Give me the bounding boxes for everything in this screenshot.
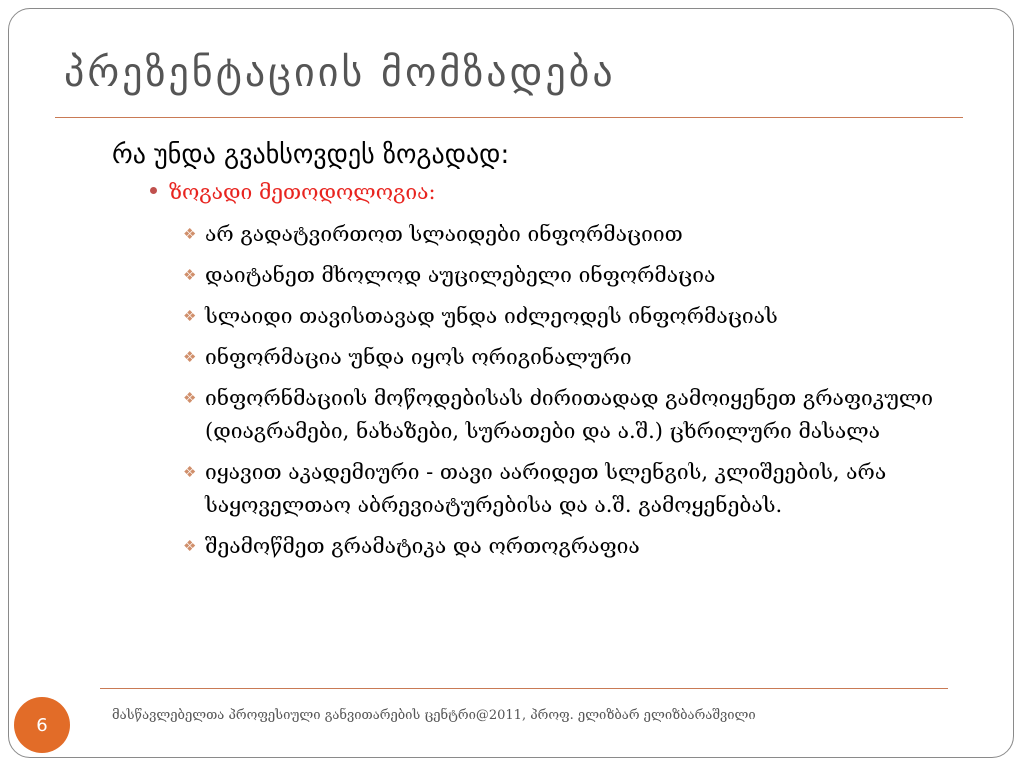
diamond-bullet-icon: ❖ [183,463,197,481]
section-heading: რა უნდა გვახსოვდეს ზოგადად: [112,140,510,170]
page-number-badge: 6 [14,697,70,753]
diamond-bullet-icon: ❖ [183,225,197,243]
list-item [183,218,943,251]
list-item [183,530,943,563]
diamond-bullet-icon: ❖ [183,389,197,407]
list-item-text: შეამოწმეთ გრამატიკა და ორთოგრაფია [205,534,640,558]
round-bullet-icon [150,187,157,194]
list-item [183,456,943,522]
diamond-bullet-icon: ❖ [183,348,197,366]
list-item [183,341,943,374]
list-item-text: სლაიდი თავისთავად უნდა იძლეოდეს ინფორმაციას [205,304,778,328]
level1-bullet-item [150,180,436,204]
diamond-bullet-icon: ❖ [183,537,197,555]
list-item [183,300,943,333]
slide-title: პრეზენტაციის მომზადება [64,50,616,96]
diamond-bullet-icon: ❖ [183,307,197,325]
points-list [183,218,943,571]
footer-divider [100,688,948,689]
list-item [183,382,943,448]
list-item-text: იყავით აკადემიური - თავი აარიდეთ სლენგის, კლიშეების, არა საყოველთაო აბრევიატურებისა და ა.შ. გამოყენებას. [205,460,887,517]
diamond-bullet-icon: ❖ [183,266,197,284]
list-item-text: ინფორნმაციის მოწოდებისას ძირითადად გამოიყენეთ გრაფიკული (დიაგრამები, ნახაზები, სურათები და ა.შ.) ცხრილური მასალა [205,386,933,443]
title-divider [55,117,963,118]
level1-label: ზოგადი მეთოდოლოგია: [169,180,436,204]
list-item-text: დაიტანეთ მხოლოდ აუცილებელი ინფორმაცია [205,263,716,287]
list-item-text: ინფორმაცია უნდა იყოს ორიგინალური [205,345,632,369]
list-item-text: არ გადატვირთოთ სლაიდები ინფორმაციით [205,222,683,246]
footer-text: მასწავლებელთა პროფესიული განვითარების ცენტრი@2011, პროფ. ელიზბარ ელიზბარაშვილი [112,708,756,723]
list-item [183,259,943,292]
